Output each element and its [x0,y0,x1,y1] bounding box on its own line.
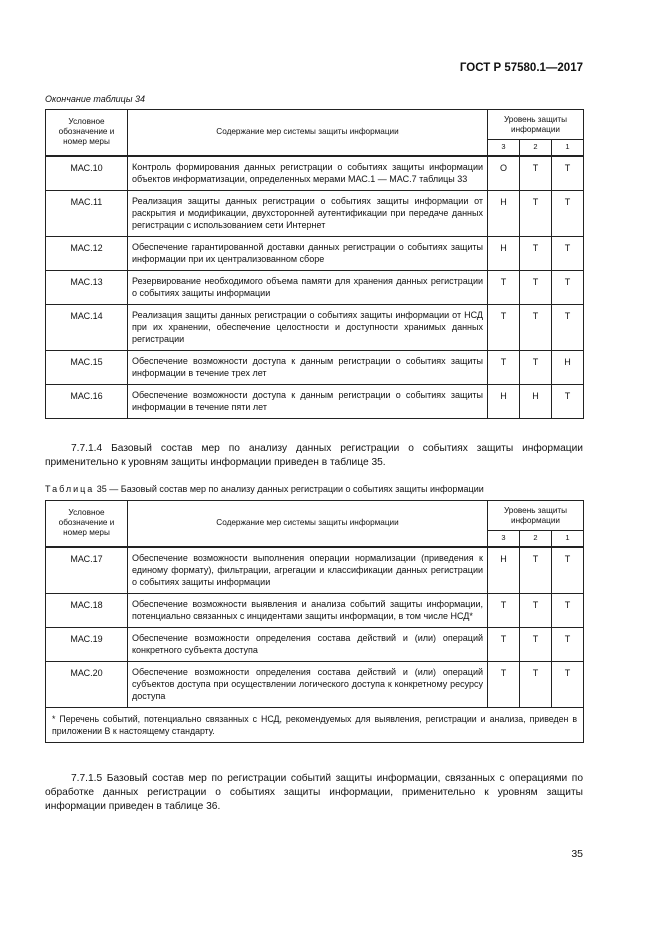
table-34-caption: Окончание таблицы 34 [45,94,145,104]
table-row [46,350,584,384]
level-3-value: Т [488,350,520,384]
table-row [46,547,584,594]
table-35-caption-word: Таблица [45,484,95,494]
measure-code: МАС.13 [46,270,128,304]
measure-text: Реализация защиты данных регистрации о событиях защиты информации от НСД при их хранении, обеспечение целостности и доступности хранимых данных регистрации [128,304,488,350]
level-2-value: Т [520,190,552,236]
measure-code: МАС.16 [46,384,128,418]
level-3-value: Т [488,270,520,304]
document-code: ГОСТ Р 57580.1—2017 [459,62,583,74]
level-1-value: Т [552,236,584,270]
table-row [46,661,584,707]
paragraph-7-7-1-5: 7.7.1.5 Базовый состав мер по регистрации событий защиты информации, связанных с операциями по обработке данных регистрации о событиях защиты информации, применительно к уровням защиты информации приведен в таблице 36. [45,773,583,812]
measure-code: МАС.10 [46,156,128,191]
level-1-value: Т [552,304,584,350]
measure-code: МАС.18 [46,593,128,627]
table-row [46,236,584,270]
level-3-value: Т [488,661,520,707]
measure-code: МАС.14 [46,304,128,350]
level-2-value: Т [520,304,552,350]
measure-code: МАС.17 [46,547,128,594]
paragraph-7-7-1-4: 7.7.1.4 Базовый состав мер по анализу данных регистрации о событиях защиты информации применительно к уровням защиты информации приведен в таблице 35. [45,443,583,468]
level-1-value: Т [552,190,584,236]
level-1-value: Т [552,384,584,418]
level-1-value: Т [552,627,584,661]
measure-text: Резервирование необходимого объема памяти для хранения данных регистрации о событиях защиты информации [128,270,488,304]
header-level-3: 3 [488,531,520,547]
table-row [46,384,584,418]
level-2-value: Т [520,350,552,384]
level-1-value: Т [552,593,584,627]
measure-code: МАС.15 [46,350,128,384]
table-row [46,156,584,191]
measure-text: Обеспечение возможности выявления и анализа событий защиты информации, потенциально связанных с инцидентами защиты информации, в том числе НСД* [128,593,488,627]
table-row [46,270,584,304]
header-level: Уровень защиты информации [488,110,584,140]
level-3-value: Н [488,190,520,236]
header-level-3: 3 [488,140,520,156]
header-content: Содержание мер системы защиты информации [128,501,488,547]
table-footnote: * Перечень событий, потенциально связанных с НСД, рекомендуемых для выявления, регистрации и анализа, приведен в приложении В к настоящему стандарту. [46,707,584,742]
header-code: Условное обозначение и номер меры [46,110,128,156]
header-code: Условное обозначение и номер меры [46,501,128,547]
level-1-value: Т [552,661,584,707]
page-number: 35 [571,848,583,860]
table-34 [45,109,584,419]
table-row [46,593,584,627]
measure-code: МАС.12 [46,236,128,270]
measure-code: МАС.20 [46,661,128,707]
level-3-value: Н [488,384,520,418]
level-3-value: Т [488,593,520,627]
level-2-value: Т [520,270,552,304]
measure-text: Обеспечение возможности определения состава действий и (или) операций субъектов доступа при осуществлении логического доступа к конкретному ресурсу доступа [128,661,488,707]
level-2-value: Т [520,593,552,627]
level-2-value: Т [520,661,552,707]
table-row [46,190,584,236]
table-35-caption [45,484,484,494]
level-2-value: Т [520,156,552,191]
level-2-value: Т [520,627,552,661]
measure-text: Обеспечение гарантированной доставки данных регистрации о событиях защиты информации при их централизованном сборе [128,236,488,270]
table-row [46,304,584,350]
table-35 [45,500,584,743]
table-35-caption-text: 35 — Базовый состав мер по анализу данных регистрации о событиях защиты информации [94,484,484,494]
level-3-value: Т [488,627,520,661]
measure-text: Обеспечение возможности доступа к данным регистрации о событиях защиты информации в течение пяти лет [128,384,488,418]
measure-text: Обеспечение возможности выполнения операции нормализации (приведения к единому формату), фильтрации, агрегации и классификации данных регистрации о событиях защиты информации [128,547,488,594]
header-level-2: 2 [520,531,552,547]
level-2-value: Т [520,236,552,270]
measure-code: МАС.11 [46,190,128,236]
table-note-row [46,707,584,742]
level-3-value: О [488,156,520,191]
header-level-1: 1 [552,140,584,156]
header-level-2: 2 [520,140,552,156]
header-content: Содержание мер системы защиты информации [128,110,488,156]
measure-text: Реализация защиты данных регистрации о событиях защиты информации от раскрытия и модификации, двухсторонней аутентификации при передаче данных регистрации с использованием сети Интернет [128,190,488,236]
measure-text: Контроль формирования данных регистрации о событиях защиты информации объектов информатизации, определенных мерами МАС.1 — МАС.7 таблицы 33 [128,156,488,191]
level-3-value: Н [488,236,520,270]
level-1-value: Т [552,156,584,191]
table-row [46,627,584,661]
level-1-value: Т [552,547,584,594]
level-1-value: Т [552,270,584,304]
header-level-1: 1 [552,531,584,547]
level-3-value: Т [488,304,520,350]
level-1-value: Н [552,350,584,384]
measure-code: МАС.19 [46,627,128,661]
header-level: Уровень защиты информации [488,501,584,531]
level-2-value: Н [520,384,552,418]
level-3-value: Н [488,547,520,594]
level-2-value: Т [520,547,552,594]
measure-text: Обеспечение возможности определения состава действий и (или) операций конкретного субъекта доступа [128,627,488,661]
measure-text: Обеспечение возможности доступа к данным регистрации о событиях защиты информации в течение трех лет [128,350,488,384]
